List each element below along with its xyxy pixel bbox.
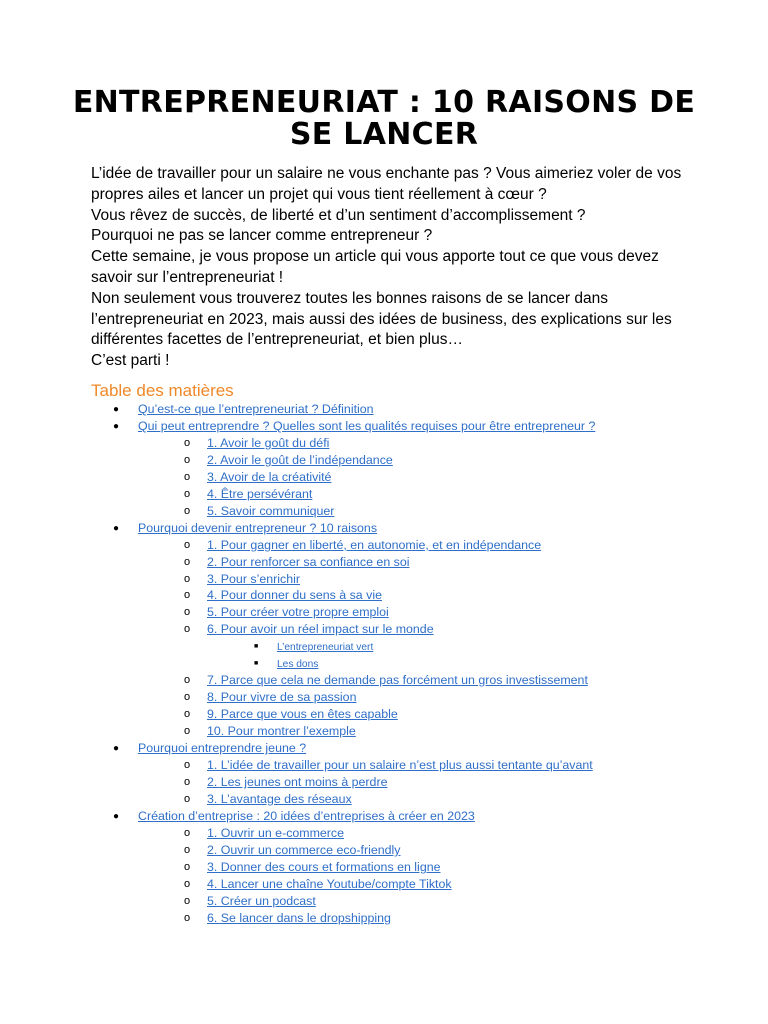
intro-paragraph: Pourquoi ne pas se lancer comme entrepreneur ? <box>91 227 433 245</box>
toc-bullet-icon: o <box>184 912 191 924</box>
toc-link[interactable]: Les dons <box>277 659 319 670</box>
toc-item <box>207 876 452 893</box>
toc-link[interactable]: 1. Ouvrir un e-commerce <box>207 826 345 840</box>
toc-bullet-icon: o <box>184 606 191 618</box>
toc-link[interactable]: 2. Ouvrir un commerce eco-friendly <box>207 843 401 857</box>
toc-item <box>138 418 595 435</box>
toc-heading: Table des matières <box>91 381 234 400</box>
toc-link[interactable]: 5. Créer un podcast <box>207 894 316 908</box>
toc-bullet-icon: o <box>184 844 191 856</box>
toc-bullet-icon: ■ <box>254 660 259 667</box>
toc-bullet-icon: ■ <box>254 643 259 650</box>
intro-paragraph: C’est parti ! <box>91 352 170 370</box>
toc-bullet-icon: o <box>184 623 191 635</box>
toc-link[interactable]: Création d’entreprise : 20 idées d’entreprises à créer en 2023 <box>138 809 475 823</box>
toc-item <box>207 893 316 910</box>
toc-item <box>207 859 441 876</box>
toc-link[interactable]: 4. Lancer une chaîne Youtube/compte Tiktok <box>207 877 452 891</box>
toc-link[interactable]: 2. Avoir le goût de l’indépendance <box>207 453 393 467</box>
toc-item <box>207 587 382 604</box>
toc-item <box>207 825 344 842</box>
toc-bullet-icon: o <box>184 589 191 601</box>
toc-link[interactable]: 4. Pour donner du sens à sa vie <box>207 588 382 602</box>
toc-item <box>138 740 306 757</box>
toc-item <box>207 571 300 588</box>
toc-item <box>207 842 401 859</box>
toc-link[interactable]: Pourquoi entreprendre jeune ? <box>138 741 307 755</box>
toc-item <box>277 639 373 656</box>
toc-item <box>207 486 312 503</box>
toc-bullet-icon: o <box>184 776 191 788</box>
toc-bullet-icon: o <box>184 861 191 873</box>
document-title: ENTREPRENEURIAT : 10 RAISONS DE SE LANCER <box>72 85 696 152</box>
toc-link[interactable]: 8. Pour vivre de sa passion <box>207 690 357 704</box>
toc-bullet-icon: o <box>184 691 191 703</box>
toc-bullet-icon: o <box>184 471 191 483</box>
toc-bullet-icon: o <box>184 674 191 686</box>
toc-link[interactable]: 3. Pour s’enrichir <box>207 572 300 586</box>
toc-bullet-icon: o <box>184 759 191 771</box>
toc-item <box>138 401 374 418</box>
toc-item <box>207 554 410 571</box>
toc-link[interactable]: 5. Pour créer votre propre emploi <box>207 605 389 619</box>
toc-bullet-icon: ● <box>113 811 120 822</box>
toc-bullet-icon: o <box>184 878 191 890</box>
toc-link[interactable]: 10. Pour montrer l’exemple <box>207 724 356 738</box>
toc-link[interactable]: 7. Parce que cela ne demande pas forcément un gros investissement <box>207 673 588 687</box>
toc-item <box>207 452 393 469</box>
toc-link[interactable]: L’entrepreneuriat vert <box>277 642 374 653</box>
toc-bullet-icon: o <box>184 454 191 466</box>
intro-paragraph: Vous rêvez de succès, de liberté et d’un sentiment d’accomplissement ? <box>91 206 586 224</box>
toc-item <box>207 723 356 740</box>
toc-link[interactable]: 1. Avoir le goût du défi <box>207 436 330 450</box>
toc-item <box>138 520 377 537</box>
toc-bullet-icon: o <box>184 539 191 551</box>
toc-link[interactable]: 2. Pour renforcer sa confiance en soi <box>207 555 410 569</box>
toc-item <box>138 808 475 825</box>
toc-link[interactable]: 6. Pour avoir un réel impact sur le monde <box>207 622 434 636</box>
toc-link[interactable]: 6. Se lancer dans le dropshipping <box>207 911 391 925</box>
toc-bullet-icon: o <box>184 793 191 805</box>
toc-bullet-icon: o <box>184 437 191 449</box>
toc-bullet-icon: ● <box>113 404 120 415</box>
intro-text <box>91 164 691 372</box>
toc-item <box>277 656 318 673</box>
toc-link[interactable]: 3. Avoir de la créativité <box>207 470 332 484</box>
toc-item <box>207 672 588 689</box>
toc-bullet-icon: ● <box>113 743 120 754</box>
toc-link[interactable]: Qui peut entreprendre ? Quelles sont les qualités requises pour être entrepreneur ? <box>138 419 596 433</box>
toc-link[interactable]: Pourquoi devenir entrepreneur ? 10 raisons <box>138 521 378 535</box>
toc-item <box>207 435 329 452</box>
toc-item <box>207 689 356 706</box>
toc-bullet-icon: o <box>184 827 191 839</box>
toc-item <box>207 469 331 486</box>
toc-item <box>207 791 352 808</box>
toc-link[interactable]: 5. Savoir communiquer <box>207 504 335 518</box>
toc-link[interactable]: 2. Les jeunes ont moins à perdre <box>207 775 388 789</box>
toc-link[interactable]: 1. L’idée de travailler pour un salaire n’est plus aussi tentante qu’avant <box>207 758 593 772</box>
toc-link[interactable]: 3. L’avantage des réseaux <box>207 792 352 806</box>
intro-paragraph: L’idée de travailler pour un salaire ne vous enchante pas ? Vous aimeriez voler de vos propres ailes et lancer un projet qui vous tient réellement à cœur ? <box>91 165 682 203</box>
toc-item <box>207 503 334 520</box>
toc-item <box>207 774 387 791</box>
toc-link[interactable]: Qu’est-ce que l’entrepreneuriat ? Définition <box>138 402 374 416</box>
toc-bullet-icon: o <box>184 573 191 585</box>
toc-bullet-icon: o <box>184 725 191 737</box>
toc-bullet-icon: o <box>184 556 191 568</box>
toc-bullet-icon: o <box>184 895 191 907</box>
toc-link[interactable]: 9. Parce que vous en êtes capable <box>207 707 398 721</box>
toc-item <box>207 910 391 927</box>
toc-link[interactable]: 1. Pour gagner en liberté, en autonomie, et en indépendance <box>207 538 542 552</box>
toc-item <box>207 706 398 723</box>
toc-item <box>207 537 541 554</box>
toc-bullet-icon: o <box>184 488 191 500</box>
toc-bullet-icon: ● <box>113 421 120 432</box>
toc-bullet-icon: o <box>184 708 191 720</box>
toc-item <box>207 604 389 621</box>
intro-paragraph: Cette semaine, je vous propose un article qui vous apporte tout ce que vous devez savoir sur l’entrepreneuriat ! <box>91 248 659 286</box>
toc-bullet-icon: ● <box>113 523 120 534</box>
intro-paragraph: Non seulement vous trouverez toutes les bonnes raisons de se lancer dans l’entrepreneuriat en 2023, mais aussi des idées de business, des explications sur les différentes facettes de l’entrepreneuriat, et bien plus… <box>91 289 672 349</box>
toc-link[interactable]: 3. Donner des cours et formations en ligne <box>207 860 441 874</box>
toc-item <box>207 757 593 774</box>
toc-link[interactable]: 4. Être persévérant <box>207 487 313 501</box>
toc-item <box>207 621 434 638</box>
toc-bullet-icon: o <box>184 505 191 517</box>
